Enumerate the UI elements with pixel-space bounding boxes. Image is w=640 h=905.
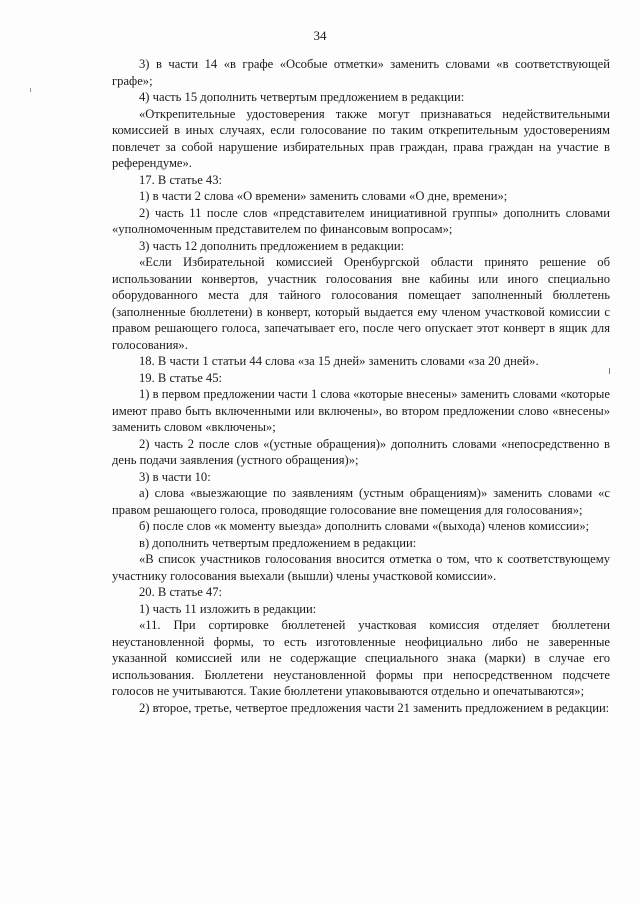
paragraph: 1) в части 2 слова «О времени» заменить словами «О дне, времени»; <box>139 189 508 203</box>
scan-speck <box>30 88 31 92</box>
article-heading: 18. В части 1 статьи 44 слова «за 15 дней» заменить словами «за 20 дней». <box>139 354 539 368</box>
paragraph: 3) часть 12 дополнить предложением в редакции: <box>139 238 405 253</box>
page-number: 34 <box>313 28 327 43</box>
scan-speck <box>609 368 610 374</box>
article-heading: 17. В статье 43: <box>139 172 223 187</box>
quoted-paragraph: «В список участников голосования вносится отметка о том, что к соответствующему участнику голосования выехали (вышли) члены участковой комиссии». <box>112 552 610 583</box>
paragraph: 3) в части 10: <box>139 469 211 484</box>
quoted-paragraph: «11. При сортировке бюллетеней участковая комиссия отделяет бюллетени неустановленной формы, то есть изготовленные неофициально либо не заверенные указанной комиссией или не содержащие специального знака (марки) в случае его использования. Бюллетени неустановленной формы при непосредственном подсчете голосов не учитываются. Такие бюллетени упаковываются отдельно и опечатываются»; <box>112 618 610 698</box>
paragraph: 1) в первом предложении части 1 слова «которые внесены» заменить словами «которые имеют право быть включенными или включены», во втором предложении слово «внесены» заменить словом «включены»; <box>112 387 610 434</box>
paragraph: б) после слов «к моменту выезда» дополнить словами «(выхода) членов комиссии»; <box>139 519 590 533</box>
paragraph: 2) часть 11 после слов «представителем инициативной группы» дополнить словами «уполномоченным представителем по финансовым вопросам»; <box>112 205 610 236</box>
quoted-paragraph: «Если Избирательной комиссией Оренбургской области принято решение об использовании конвертов, участник голосования вне кабины или иного специально оборудованного места для тайного голосования помещает заполненный бюллетень (заполненные бюллетени) в конверт, который выдается ему членом участковой комиссии с правом решающего голоса, запечатывает его, после чего опускает этот конверт в ящик для голосования». <box>112 255 610 352</box>
document-body <box>112 56 610 716</box>
article-heading: 20. В статье 47: <box>139 585 223 599</box>
article-heading: 19. В статье 45: <box>139 370 223 385</box>
paragraph: 1) часть 11 изложить в редакции: <box>139 601 317 616</box>
paragraph: 4) часть 15 дополнить четвертым предложением в редакции: <box>139 90 465 104</box>
paragraph: в) дополнить четвертым предложением в редакции: <box>139 535 417 550</box>
paragraph: 2) второе, третье, четвертое предложения части 21 заменить предложением в редакции: <box>139 700 610 715</box>
paragraph: 2) часть 2 после слов «(устные обращения)» дополнить словами «непосредственно в день подачи заявления (устного обращения)»; <box>112 436 610 467</box>
paragraph: а) слова «выезжающие по заявлениям (устным обращениям)» заменить словами «с правом решающего голоса, проводящие голосование вне помещения для голосования»; <box>112 486 610 517</box>
quoted-paragraph: «Открепительные удостоверения также могут признаваться недействительными комиссией в иных случаях, если голосование по таким открепительным удостоверениям повлечет за собой нарушение избирательных прав граждан, права граждан на участие в референдуме». <box>112 106 610 170</box>
paragraph: 3) в части 14 «в графе «Особые отметки» заменить словами «в соответствующей графе»; <box>112 57 610 88</box>
